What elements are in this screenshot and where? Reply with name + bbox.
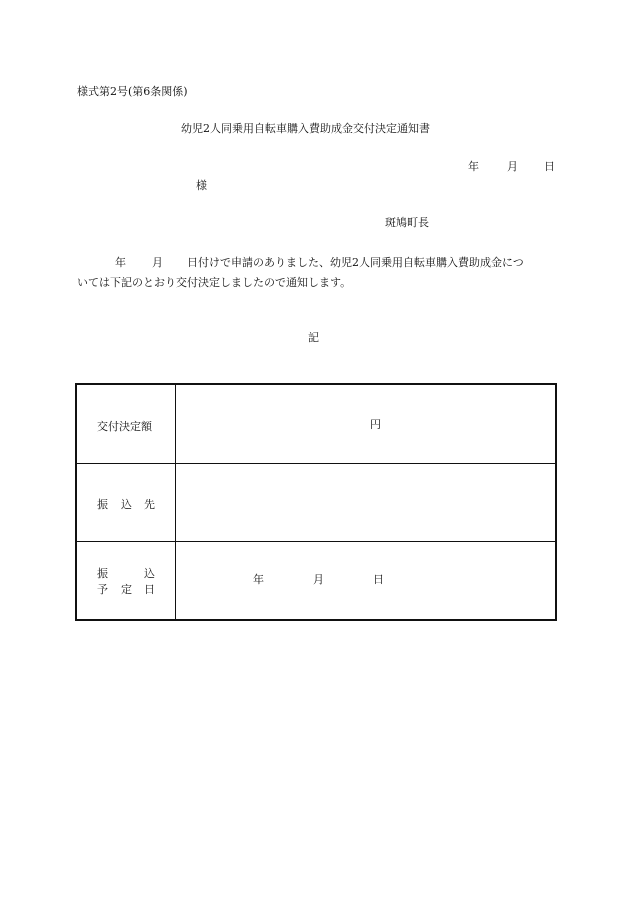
yen-unit: 円 <box>370 418 381 431</box>
transfer-label-char-3: 先 <box>144 498 155 511</box>
body-year: 年 <box>115 256 126 269</box>
transfer-date-label-char-2: 込 <box>144 567 155 580</box>
notice-date-year: 年 <box>468 160 479 173</box>
record-label: 記 <box>308 331 319 344</box>
table-row-transfer-destination <box>77 463 555 542</box>
document-title: 幼児2人同乗用自転車購入費助成金交付決定通知書 <box>181 122 430 135</box>
transfer-date-label-char-1: 振 <box>97 567 108 580</box>
transfer-date-label-char-5: 日 <box>144 583 155 596</box>
transfer-destination-value-cell <box>176 463 555 541</box>
form-number: 様式第2号(第6条関係) <box>77 85 188 98</box>
grant-amount-label: 交付決定額 <box>97 420 152 433</box>
grant-amount-value-cell <box>176 385 555 463</box>
notice-date-day: 日 <box>544 160 555 173</box>
body-line-1-rest: 日付けで申請のありました、幼児2人同乗用自転車購入費助成金につ <box>187 256 524 269</box>
grant-amount-label-cell <box>77 385 176 463</box>
body-line-1 <box>77 253 555 273</box>
transfer-date-day: 日 <box>373 573 384 586</box>
notice-date-month: 月 <box>507 160 518 173</box>
transfer-date-month: 月 <box>313 573 324 586</box>
transfer-destination-label-cell <box>77 463 176 541</box>
transfer-label-char-1: 振 <box>97 498 108 511</box>
transfer-date-value-cell <box>176 541 555 619</box>
body-text <box>77 253 555 293</box>
info-table <box>75 383 557 621</box>
transfer-date-label-cell <box>77 541 176 619</box>
table-row-grant-amount <box>77 385 555 464</box>
issuer-name: 斑鳩町長 <box>385 216 429 229</box>
transfer-date-label-char-3: 予 <box>97 583 108 596</box>
table-row-transfer-date <box>77 541 555 619</box>
transfer-date-year: 年 <box>253 573 264 586</box>
recipient-suffix: 様 <box>196 179 207 192</box>
transfer-date-label-char-4: 定 <box>121 583 132 596</box>
notice-date <box>468 160 555 174</box>
body-line-2: いては下記のとおり交付決定しましたので通知します。 <box>77 276 352 289</box>
transfer-label-char-2: 込 <box>121 498 132 511</box>
body-month: 月 <box>152 256 163 269</box>
